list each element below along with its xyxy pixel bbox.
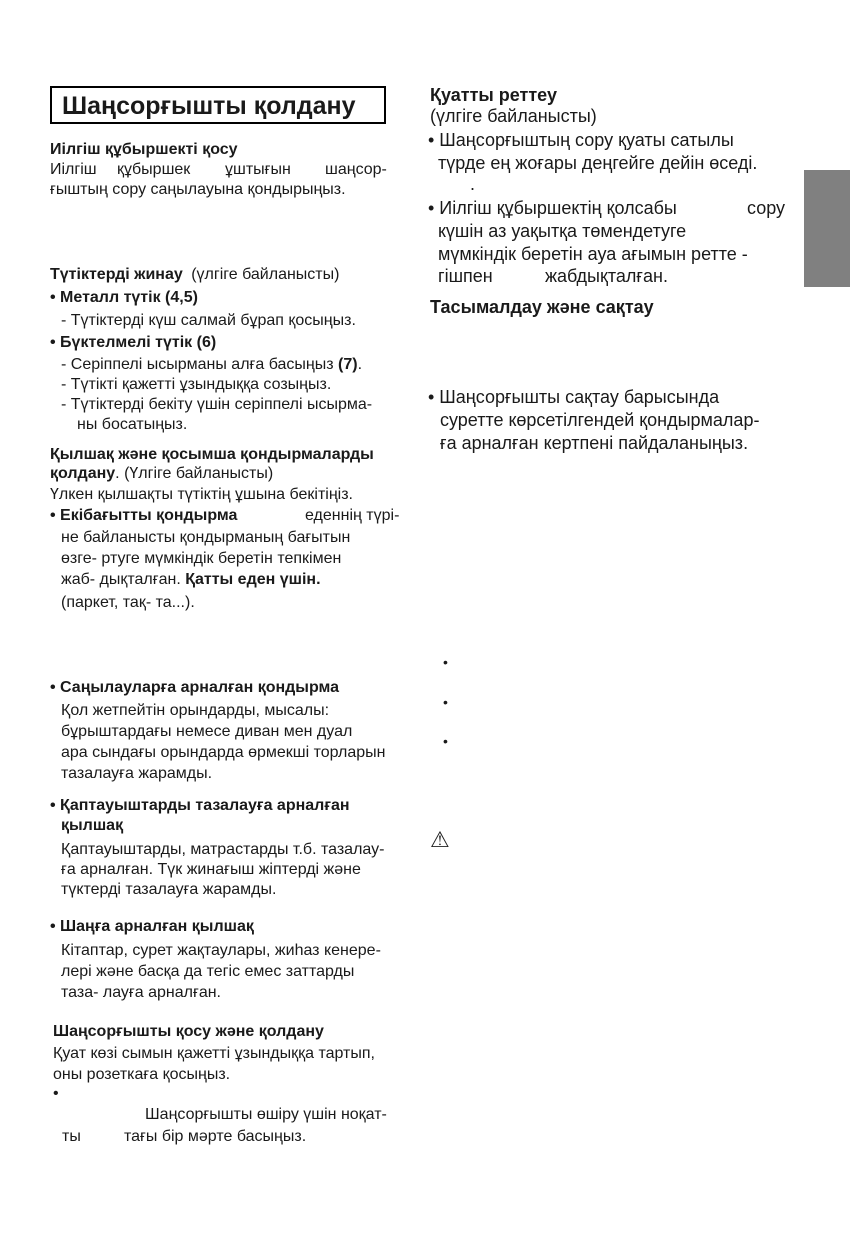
storage-text2: суретте көрсетілгендей қондырмалар-	[440, 410, 760, 430]
connect-text1: Қуат көзі сымын қажетті ұзындыққа тартып,	[53, 1045, 375, 1062]
connect-heading: Шаңсорғышты қосу және қолдану	[53, 1023, 324, 1040]
power-bullet2-line1b: сору	[747, 198, 786, 218]
page-title-box	[50, 86, 386, 124]
upholstery-text2: ға арналған. Түк жинағыш жіптерді және	[61, 861, 361, 878]
hose-heading: Иілгіш құбыршекті қосу	[50, 141, 238, 158]
connect-bullet: •	[53, 1085, 59, 1102]
dual-nozzle-heading: • Екібағытты қондырма	[50, 507, 238, 524]
metal-tube-text: - Түтіктерді күш салмай бұрап қосыңыз.	[61, 312, 356, 329]
storage-text3: ға арналған кертпені пайдаланыңыз.	[440, 433, 749, 453]
upholstery-heading1: • Қаптауыштарды тазалауға арналған	[50, 797, 350, 814]
tubes-heading: Түтіктерді жинау	[50, 266, 183, 283]
dual-nozzle-text5: (паркет, тақ- та...).	[61, 594, 195, 611]
hose-text-word4: шаңсор-	[325, 161, 387, 178]
crevice-heading: • Саңылауларға арналған қондырма	[50, 679, 340, 696]
connect-text4-word: ты	[62, 1128, 81, 1145]
crevice-text3: ара сындағы орындарда өрмекші торларын	[61, 744, 386, 761]
bullet-2: •	[443, 694, 448, 710]
bullet-1: •	[443, 654, 448, 670]
dual-nozzle-hardfloor: Қатты еден үшін.	[185, 571, 321, 588]
connect-text3: Шаңсорғышты өшіру үшін ноқат-	[145, 1106, 387, 1123]
storage-heading: Тасымалдау және сақтау	[430, 297, 654, 317]
power-bullet1-line2: түрде ең жоғары деңгейге дейін өседі.	[438, 153, 758, 173]
telescopic-step1	[61, 354, 362, 375]
side-tab	[804, 170, 850, 287]
power-bullet2-line1: • Иілгіш құбыршектің қолсабы	[428, 198, 677, 218]
dust-brush-heading: • Шаңға арналған қылшақ	[50, 918, 254, 935]
power-heading: Қуатты реттеу	[430, 85, 557, 105]
power-note: (үлгіге байланысты)	[430, 106, 597, 126]
upholstery-text3: түктерді тазалауға жарамды.	[61, 881, 277, 898]
hose-text-word2: құбыршек	[117, 161, 191, 178]
dual-nozzle-text1: еденнің түрі-	[305, 507, 400, 524]
dust-brush-text2: лері және басқа да тегіс емес заттарды	[61, 963, 355, 980]
telescopic-step3-cont: ны босатыңыз.	[77, 416, 188, 433]
crevice-text4: тазалауға жарамды.	[61, 765, 213, 782]
dual-nozzle-text4a: жаб- дықталған.	[61, 571, 186, 588]
connect-text2: оны розеткаға қосыңыз.	[53, 1066, 231, 1083]
brush-intro: Үлкен қылшақты түтіктің ұшына бекітіңіз.	[50, 486, 353, 503]
brush-heading-word: қолдану	[50, 465, 116, 482]
bullet-3: •	[443, 733, 448, 749]
storage-text1: • Шаңсорғышты сақтау барысында	[428, 387, 720, 407]
dual-nozzle-text4	[61, 569, 321, 590]
metal-tube-heading: • Металл түтік (4,5)	[50, 289, 198, 306]
crevice-text2: бұрыштардағы немесе диван мен дуал	[61, 723, 353, 740]
telescopic-step2: - Түтікті қажетті ұзындыққа созыңыз.	[61, 376, 332, 393]
power-bullet1-line1: • Шаңсорғыштың сору қуаты сатылы	[428, 130, 734, 150]
power-dot: .	[470, 174, 476, 194]
crevice-text1: Қол жетпейтін орындарды, мысалы:	[61, 702, 330, 719]
connect-text4: тағы бір мәрте басыңыз.	[124, 1128, 307, 1145]
dust-brush-text3: таза- лауға арналған.	[61, 984, 221, 1001]
tubes-heading-note: (үлгіге байланысты)	[191, 266, 340, 283]
tubes-heading-line	[50, 264, 339, 285]
brush-heading-note: . (Үлгіге байланысты)	[115, 465, 274, 482]
telescopic-tube-heading: • Бүктелмелі түтік (6)	[50, 334, 217, 351]
telescopic-step3: - Түтіктерді бекіту үшін серіппелі ысырма-	[61, 396, 373, 413]
telescopic-step1-text: - Серіппелі ысырманы алға басыңыз	[61, 356, 339, 373]
upholstery-heading2: қылшақ	[61, 817, 124, 834]
page-title: Шаңсорғышты қолдану	[62, 92, 356, 120]
telescopic-step1-ref: (7)	[338, 356, 358, 373]
dual-nozzle-text2: не байланысты қондырманың бағытын	[61, 529, 351, 546]
power-bullet2-line3: мүмкіндік беретін ауа ағымын ретте -	[438, 244, 748, 264]
dust-brush-text1: Кітаптар, сурет жақтаулары, жиһаз кенере-	[61, 942, 381, 959]
upholstery-text1: Қаптауыштарды, матрастарды т.б. тазалау-	[61, 841, 385, 858]
telescopic-step1-end: .	[357, 356, 363, 373]
power-bullet2-line4a: гішпен	[438, 266, 493, 286]
hose-text-word3: ұштығын	[225, 161, 291, 178]
warning-icon: ⚠	[430, 827, 450, 852]
brush-heading-line2	[50, 463, 273, 484]
hose-text-line2: ғыштың сору саңылауына қондырыңыз.	[50, 181, 346, 198]
dual-nozzle-text3: өзге- ртуге мүмкіндік беретін тепкімен	[61, 550, 342, 567]
hose-text-word1: Иілгіш	[50, 161, 97, 178]
power-bullet2-line4b: жабдықталған.	[545, 266, 668, 286]
power-bullet2-line2: күшін аз уақытқа төмендетуге	[438, 221, 687, 241]
brush-heading-line1: Қылшақ және қосымша қондырмаларды	[50, 446, 374, 463]
